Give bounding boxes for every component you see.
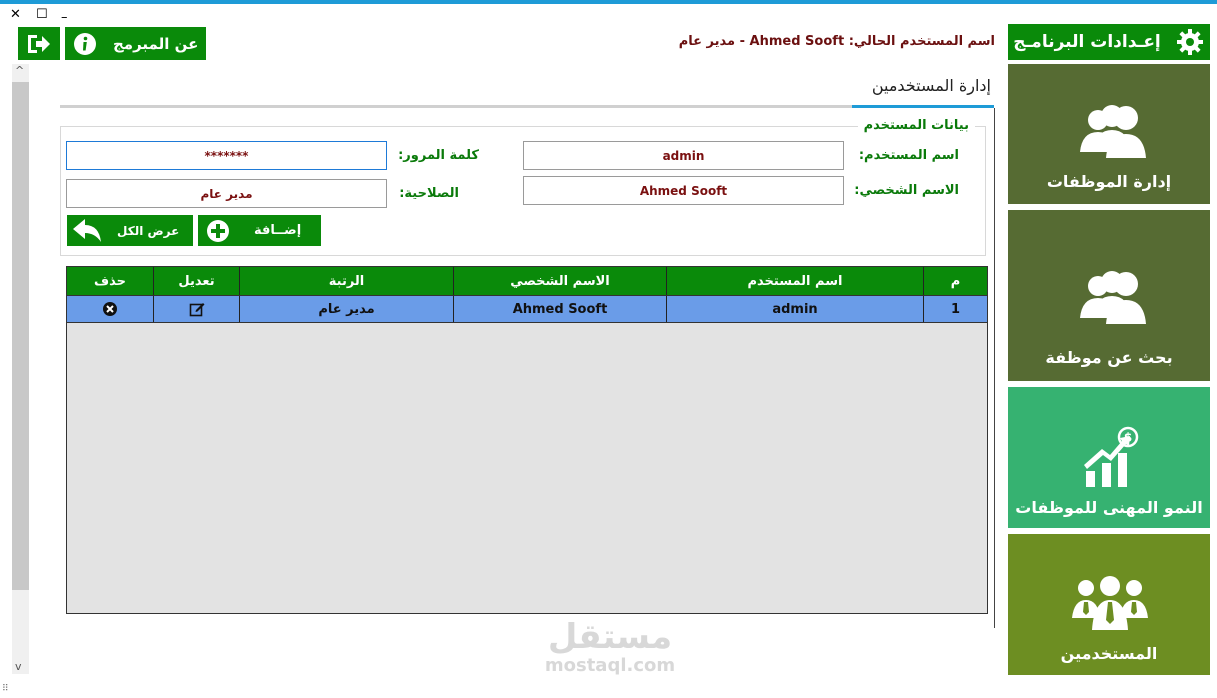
plus-circle-icon — [206, 219, 230, 243]
tab-active-indicator — [852, 105, 994, 108]
info-icon — [73, 32, 97, 56]
current-user-status — [679, 34, 995, 49]
tab-underline — [60, 105, 852, 108]
add-label: إضــافة — [254, 223, 302, 238]
delete-x-circle-icon — [102, 301, 118, 317]
col-username[interactable]: اسم المستخدم — [666, 267, 923, 295]
about-button-label: عن المبرمج — [113, 34, 199, 53]
window-accent-bar — [0, 0, 1217, 4]
tile-users[interactable] — [1008, 534, 1210, 675]
show-all-label: عرض الكل — [117, 223, 180, 238]
status-role: مدير عام — [678, 34, 736, 49]
settings-gear-icon — [1175, 27, 1205, 57]
exit-icon — [26, 33, 52, 55]
role-label: الصلاحية: — [399, 186, 459, 201]
tab-users-management[interactable]: إدارة المستخدمين — [871, 76, 991, 95]
delete-row-button[interactable] — [67, 296, 153, 322]
settings-button-label: إعـدادات البرنامـج — [1013, 32, 1161, 52]
status-prefix: اسم المستخدم الحالي: — [848, 34, 995, 49]
watermark — [530, 618, 690, 676]
back-arrow-icon — [71, 218, 103, 244]
cell-num: 1 — [923, 296, 987, 322]
col-num[interactable]: م — [923, 267, 987, 295]
tile-users-label: المستخدمين — [1060, 644, 1158, 663]
tile-career-growth[interactable] — [1008, 387, 1210, 528]
role-field[interactable]: مدير عام — [66, 179, 387, 208]
col-rank[interactable]: الرتبة — [239, 267, 453, 295]
about-button[interactable] — [65, 27, 206, 60]
edit-row-button[interactable] — [153, 296, 239, 322]
watermark-arabic: مستقل — [547, 617, 673, 657]
growth-chart-icon — [1080, 425, 1144, 489]
tile-employee-search[interactable] — [1008, 210, 1210, 381]
grid-header — [67, 267, 987, 295]
tile-employees-management-label: إدارة الموظفات — [1046, 172, 1172, 191]
close-window-button[interactable]: ✕ — [10, 7, 21, 22]
user-data-legend: بيانات المستخدم — [858, 118, 975, 133]
username-field[interactable]: admin — [523, 141, 844, 170]
fullname-label: الاسم الشخصي: — [854, 183, 959, 198]
status-separator: - — [739, 34, 746, 49]
minimize-window-button[interactable]: – — [61, 10, 68, 25]
tile-employees-management[interactable] — [1008, 64, 1210, 204]
fullname-field[interactable]: Ahmed Sooft — [523, 176, 844, 205]
exit-button[interactable] — [18, 27, 60, 60]
scroll-down-icon[interactable]: v — [15, 660, 22, 673]
show-all-button[interactable] — [67, 215, 193, 246]
status-user: Ahmed Sooft — [749, 34, 845, 49]
users-grid — [66, 266, 988, 614]
resize-grip-icon[interactable]: ⠿ — [2, 684, 9, 694]
settings-button[interactable] — [1008, 24, 1210, 60]
scroll-up-icon[interactable]: ^ — [15, 64, 25, 77]
col-edit[interactable]: تعديل — [153, 267, 239, 295]
tile-career-growth-label: النمو المهنى للموظفات — [1015, 498, 1203, 517]
col-delete[interactable]: حذف — [94, 273, 126, 289]
col-fullname[interactable]: الاسم الشخصي — [453, 267, 666, 295]
panel-divider — [994, 108, 995, 628]
watermark-url: mostaql.com — [544, 655, 676, 676]
scrollbar-thumb[interactable] — [12, 82, 29, 590]
username-label: اسم المستخدم: — [858, 148, 959, 163]
business-users-icon — [1072, 574, 1148, 630]
users-search-icon — [1072, 268, 1148, 328]
password-field[interactable]: ******* — [66, 141, 387, 170]
edit-icon — [189, 301, 205, 317]
table-row[interactable] — [67, 295, 987, 323]
users-group-icon — [1072, 102, 1148, 162]
cell-fullname: Ahmed Sooft — [453, 296, 666, 322]
password-label: كلمة المرور: — [398, 148, 479, 163]
add-button[interactable] — [198, 215, 321, 246]
svg-text:$: $ — [1123, 430, 1133, 445]
tile-employee-search-label: بحث عن موظفة — [1045, 348, 1173, 367]
cell-rank: مدير عام — [239, 296, 453, 322]
maximize-window-button[interactable]: ☐ — [36, 7, 48, 22]
cell-username: admin — [666, 296, 923, 322]
